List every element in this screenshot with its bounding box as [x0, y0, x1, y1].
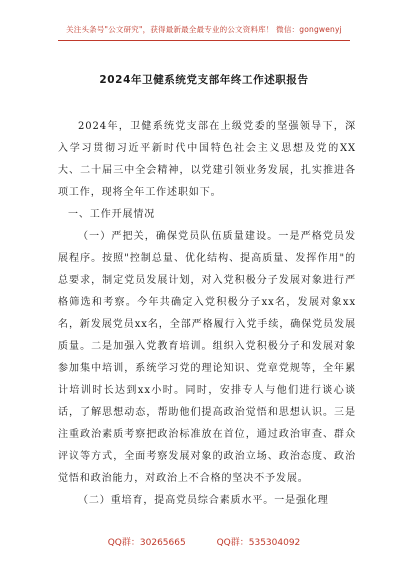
section-heading: 一、工作开展情况: [68, 209, 156, 220]
header-divider: [58, 40, 350, 41]
qq-footer: [0, 535, 408, 548]
qq-group-2: QQ群：535304092: [216, 538, 301, 548]
qq-group-1: QQ群：30265665: [107, 538, 186, 548]
promo-banner: 关注头条号"公文研究"，获得最新最全最专业的公文资料库！ 微信：gongwenyj: [66, 25, 342, 34]
body-paragraph: （一）严把关，确保党员队伍质量建设。一是严格党员发展程序。按照"控制总量、优化结构、提高质量、发挥作用"的总要求，制定党员发展计划，对入党积极分子发展对象进行严格筛选和考察。今年共确定入党积极分子xx名，发展对象xx名，新发展党员xx名，全部严格履行入党手续，确保党员发展质量。二是加强入党教育培训。组织入党积极分子和发展对象参加集中培训，系统学习党的理论知识、党章党规等，全年累计培训时长达到xx小时。同时，安排专人与他们进行谈心谈话，了解思想动态，帮助他们提高政治觉悟和思想认识。三是注重政治素质考察把政治标准放在首位，通过政治审查、群众评议等方式，全面考察发展对象的政治立场、政治态度、政治觉悟和政治能力，对政治上不合格的坚决不予发展。: [58, 231, 356, 484]
document-body: [58, 116, 356, 512]
document-title: 2024年卫健系统党支部年终工作述职报告: [99, 74, 309, 86]
body-paragraph: （二）重培育，提高党员综合素质水平。一是强化理: [78, 495, 329, 506]
intro-paragraph: 2024年，卫健系统党支部在上级党委的坚强领导下，深入学习贯彻习近平新时代中国特色社会主义思想及党的XX大、二十届三中全会精神，以党建引领业务发展，扎实推进各项工作，现将全年工作述职如下。: [58, 121, 356, 198]
